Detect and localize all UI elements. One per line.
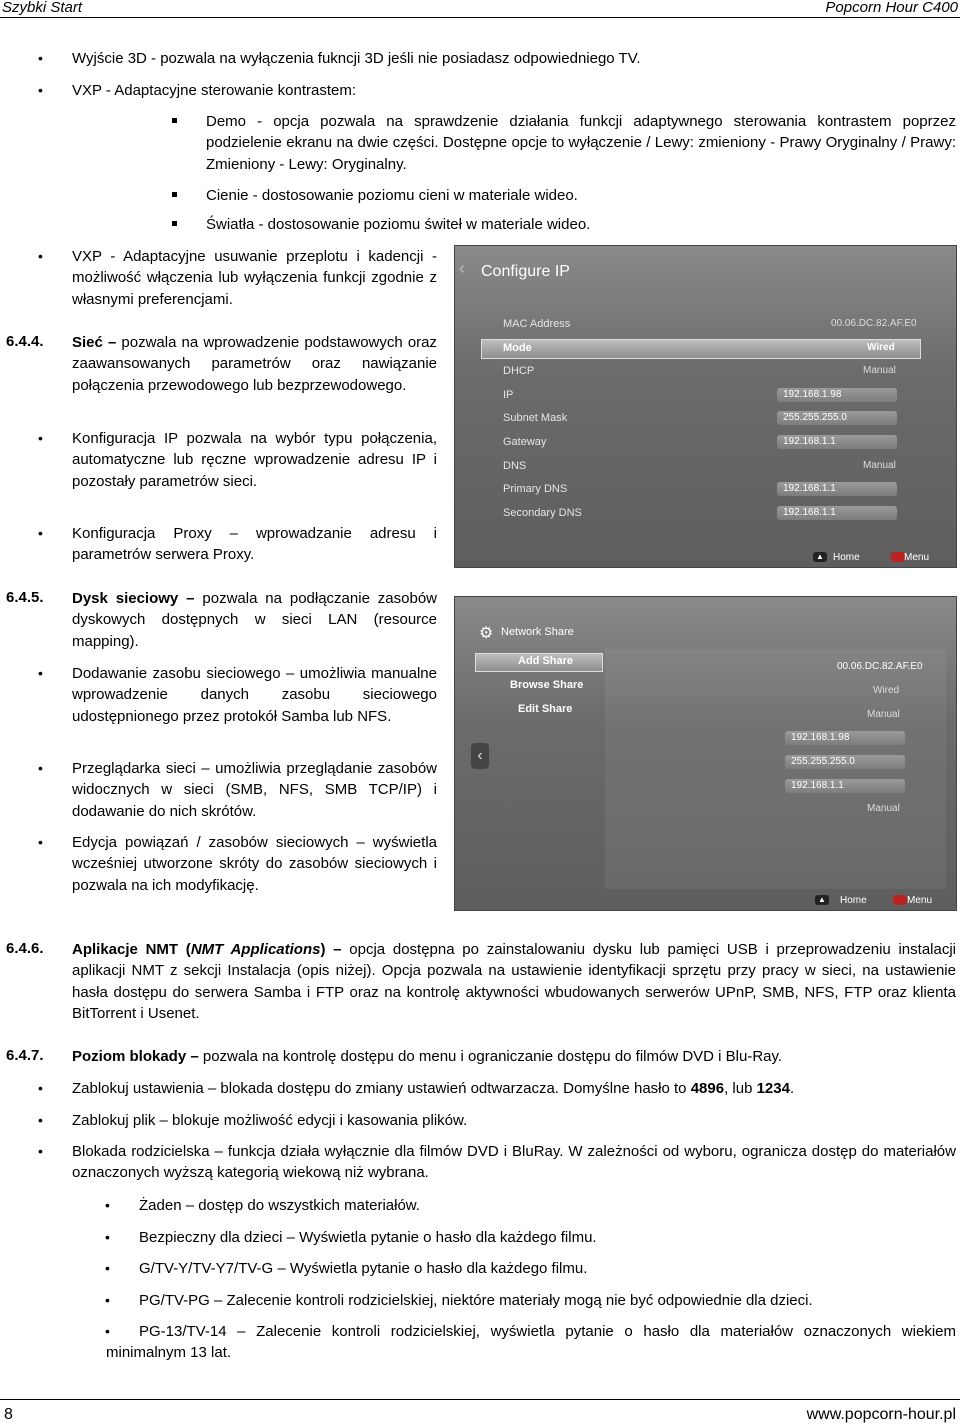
share-value-mode: Wired [873,685,900,696]
ip-row-label: MAC Address [503,318,571,330]
share-value-mask: 255.255.255.0 [785,755,905,769]
rating-pg: • PG/TV-PG – Zalecenie kontroli rodzicielskiej, niektóre materiały mogą nie być odpowiednie dla dzieci. [139,1290,956,1311]
ip-row-value: Manual [863,365,896,377]
subbullet-lights: Światła - dostosowanie poziomu świteł w materiale wideo. [206,214,956,235]
ip-row-value-field[interactable]: 192.168.1.1 [777,482,897,496]
gear-icon: ⚙ [479,625,494,642]
section-number-644: 6.4.4. [6,333,44,350]
screenshot-network-share [454,596,957,911]
ip-row-label: Primary DNS [503,483,568,496]
page-header [0,0,960,18]
home-button-icon: ▲ [815,895,829,905]
screenshot2-home-label: Home [840,895,867,906]
share-value-ip: 192.168.1.98 [785,731,905,745]
screenshot1-title: Configure IP [481,263,570,280]
section-647-title: Poziom blokady – [72,1048,199,1065]
ip-row-label: Secondary DNS [503,506,582,519]
bullet-parental-lock: • Blokada rodzicielska – funkcja działa wyłącznie dla filmów DVD i BluRay. W zależności od wyboru, ogranicza dostęp do materiałów oznaczonych wyższą kategorią wiekową niż wybrana. [72,1141,956,1184]
screenshot1-menu-label: Menu [904,552,930,563]
header-right: Popcorn Hour C400 [825,0,958,16]
back-chevron-icon: ‹ [459,258,465,278]
rating-none: • Żaden – dostęp do wszystkich materiałów. [139,1195,956,1216]
ip-row-value-field[interactable]: 192.168.1.1 [777,435,897,449]
ip-row-label: Gateway [503,436,547,448]
ip-row-label: IP [503,388,514,401]
screenshot-configure-ip [454,245,957,568]
section-number-647: 6.4.7. [6,1047,44,1064]
screenshot1-home-label: Home [833,552,860,563]
selected-row-highlight [481,339,921,359]
section-647 [72,1046,956,1067]
bullet-add-share: • Dodawanie zasobu sieciowego – umożliwia manualne wprowadzenie danych zasobu sieciowego udostępnionego przez protokół Samba lub NFS. [72,663,437,727]
bullet-ip-config: • Konfiguracja IP pozwala na wybór typu połączenia, automatyczne lub ręczne wprowadzenie adresu IP i pozostały parametrów sieci. [72,428,437,492]
section-644-title: Sieć – [72,334,117,351]
section-646-title-italic: NMT Applications [190,941,321,958]
bullet-lock-file: • Zablokuj plik – blokuje możliwość edycji i kasowania plików. [72,1110,956,1131]
rating-kids-safe: • Bezpieczny dla dzieci – Wyświetla pytanie o hasło dla każdego filmu. [139,1227,956,1248]
rating-g: • G/TV-Y/TV-Y7/TV-G – Wyświetla pytanie o hasło dla każdego filmu. [139,1258,956,1279]
section-645 [72,588,437,652]
section-646-text: opcja dostępna po zainstalowaniu dysku lub pamięci USB i przeprowadzeniu instalacji aplikacji NMT z sekcji Instalacja (opis niżej). Opcja pozwala na ustawienie identyfikacji sprzętu przy pracy w sieci, na ustawienie hasła dostępu do serwera Samba i FTP oraz na kontrolę aktywności wbudowanych serwerów UPnP, SMB, NFS, FTP oraz klienta BitTorrent i Usenet. [72,941,957,1022]
page-number: 8 [4,1406,13,1423]
page-footer [0,1399,960,1426]
section-645-title: Dysk sieciowy – [72,590,195,607]
ip-row-label: DNS [503,459,527,472]
screenshot2-title: Network Share [501,626,574,638]
section-number-646: 6.4.6. [6,940,44,957]
section-number-645: 6.4.5. [6,589,44,606]
bullet-3d-output: • Wyjście 3D - pozwala na wyłączenia fukncji 3D jeśli nie posiadasz odpowiedniego TV. [72,48,952,69]
rating-pg13: • PG-13/TV-14 – Zalecenie kontroli rodzicielskiej, wyświetla pytanie o hasło dla materiałów oznaczonych wiekiem minimalnym 13 lat. [106,1321,956,1364]
home-button-icon: ▲ [813,552,827,562]
section-646-title-b: ) – [320,941,342,958]
ip-row-value-field[interactable]: 192.168.1.1 [777,506,897,520]
bullet-proxy-config: • Konfiguracja Proxy – wprowadzanie adresu i parametrów serwera Proxy. [72,523,437,566]
section-647-text: pozwala na kontrolę dostępu do menu i ograniczanie dostępu do filmów DVD i Blu-Ray. [198,1048,783,1065]
section-646 [72,939,956,1024]
share-value-mac: 00.06.DC.82.AF.E0 [837,661,923,672]
password-1234: 1234 [756,1080,790,1097]
ip-row-label: Mode [503,341,532,354]
menu-browse-share: Browse Share [510,679,584,691]
section-644 [72,332,437,396]
share-value-dns: Manual [867,803,900,814]
share-value-dhcp: Manual [867,709,900,720]
section-644-text: pozwala na wprowadzenie podstawowych oraz zaawansowanych parametrów oraz nawiązanie połączenia przewodowego lub bezprzewodowego. [72,334,437,394]
password-4896: 4896 [690,1080,725,1097]
ip-row-value: 00.06.DC.82.AF.E0 [831,318,917,329]
share-value-gateway: 192.168.1.1 [785,779,905,793]
ip-row-value: Manual [863,459,896,471]
menu-edit-share: Edit Share [518,703,573,715]
bullet-vxp-contrast: • VXP - Adaptacyjne sterowanie kontrastem: [72,80,952,101]
subbullet-demo: Demo - opcja pozwala na sprawdzenie działania funkcji adaptywnego sterowania kontrastem poprzez podzielenie ekranu na dwie części. Dostępne opcje to wyłączenie / Lewy: zmieniony - Prawy Oryginalny / Prawy: Zmieniony - Lewy: Oryginalny. [206,111,956,175]
header-left: Szybki Start [2,0,83,16]
ip-row-label: DHCP [503,365,535,378]
ip-row-value-field[interactable]: 255.255.255.0 [777,411,897,425]
section-645-text: pozwala na podłączanie zasobów dyskowych dostępnych w sieci LAN (resource mapping). [72,590,437,650]
screenshot2-menu-label: Menu [907,895,933,906]
bullet-lock-settings: • Zablokuj ustawienia – blokada dostępu do zmiany ustawień odtwarzacza. Domyślne hasło to 4896, lub 1234. [72,1078,956,1099]
ip-row-label: Subnet Mask [503,412,568,425]
ip-row-value-field[interactable]: 192.168.1.98 [777,388,897,402]
bullet-edit-shares: • Edycja powiązań / zasobów sieciowych – wyświetla wcześniej utworzone skróty do zasobów sieciowych i pozwala na ich modyfikację. [72,832,437,896]
menu-add-share: Add Share [518,655,574,667]
ip-row-value: Wired [867,341,895,353]
section-646-title-a: Aplikacje NMT ( [72,941,191,958]
bullet-network-browser: • Przeglądarka sieci – umożliwia przeglądanie zasobów widocznych w sieci (SMB, NFS, SMB TCP/IP) i dodawanie do nich skrótów. [72,758,437,822]
left-arrow-icon: ‹ [471,743,489,769]
menu-button-icon [891,552,905,562]
menu-button-icon [893,895,907,905]
footer-url: www.popcorn-hour.pl [806,1406,956,1423]
subbullet-shadows: Cienie - dostosowanie poziomu cieni w materiale wideo. [206,185,956,206]
bullet-vxp-deinterlace: • VXP - Adaptacyjne usuwanie przeplotu i kadencji - możliwość włączenia lub wyłączenia funkcji zgodnie z własnymi preferencjami. [72,246,437,310]
